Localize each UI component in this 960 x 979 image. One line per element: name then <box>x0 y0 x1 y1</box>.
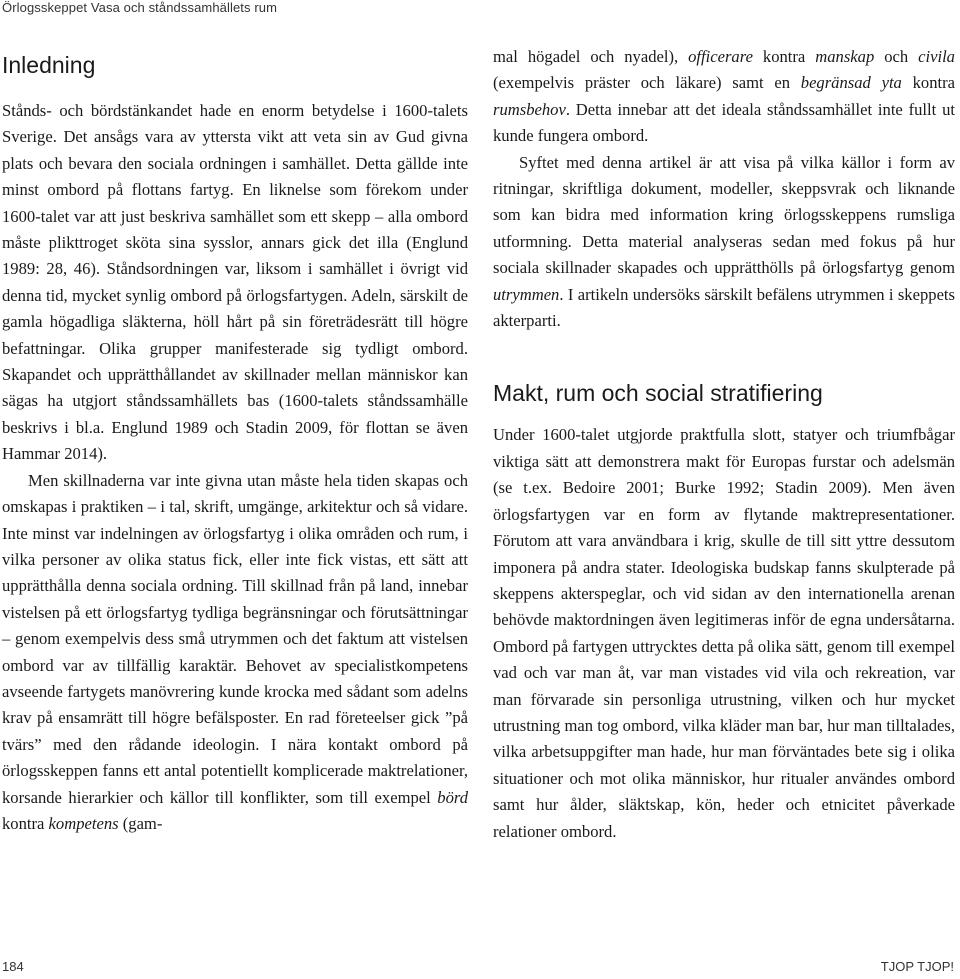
right-column <box>493 44 955 845</box>
section-heading-inledning: Inledning <box>2 52 96 78</box>
paragraph: Syftet med denna artikel är att visa på vilka källor i form av ritningar, skriftliga dokument, modeller, skeppsvrak och liknande som kan bidra med information kring örlogsskeppens rumsliga utformning. Detta material analyseras sedan med fokus på hur sociala skillnader skapades och upprätthölls på örlogsfartyg genom utrymmen. I artikeln undersöks särskilt befälens utrymmen i skeppets akterparti. <box>493 152 955 331</box>
page-number: 184 <box>2 959 24 974</box>
paragraph: Men skillnaderna var inte givna utan måste hela tiden skapas och omskapas i praktiken – i tal, skrift, umgänge, arkitektur och så vidare. Inte minst var indelningen av örlogsfartyg i olika områden och rum, i vilka personer av olika status fick, eller inte fick vistas, ett sätt att upprätthålla denna sociala ordning. Till skillnad från på land, innebar vistelsen på ett örlogsfartyg tydliga begränsningar och förutsättningar – genom exempelvis dess små utrymmen och det faktum att vistelsen ombord var av tillfällig karaktär. Behovet av specialistkompetens avseende fartygets manövrering kunde krocka med sådant som adelns krav på ensamrätt till högre befälsposter. En rad företeelser gick ”på tvärs” med den rådande ideologin. I nära kontakt ombord på örlogsskeppen fanns ett antal potentiellt komplicerade maktrelationer, korsande hierarkier och källor till konflikter, som till exempel börd kontra kompetens (gam- <box>2 470 468 833</box>
running-head: Örlogsskeppet Vasa och ståndssamhällets rum <box>2 0 278 15</box>
paragraph: Under 1600-talet utgjorde praktfulla slott, statyer och triumfbågar viktiga sätt att demonstrera makt för Europas furstar och adelsmän (se t.ex. Bedoire 2001; Burke 1992; Stadin 2009). Men även örlogsfartygen var en form av flytande maktrepresentationer. Förutom att vara användbara i krig, skulle de till sitt yttre dessutom imponera på andra stater. Ideologiska budskap fanns skulpterade på skeppens akterspeglar, och vid sidan av den internationella arenan behövde maktordningen även legitimeras inför de egna undersåtarna. Ombord på fartygen uttrycktes detta på olika sätt, genom till exempel vad och var man åt, var man vistades vid vila och rekreation, var man förvarade sin personliga utrustning, vilken och hur mycket utrustning man tog ombord, vilka kläder man bar, hur man tilltalades, vilka arbetsuppgifter man hade, hur man förväntades bete sig i olika situationer och mot olika människor, hur ritualer användes ombord samt hur ålder, släktskap, kön, heder och etnicitet påverkade relationer ombord. <box>493 425 955 841</box>
paragraph: Stånds- och bördstänkandet hade en enorm betydelse i 1600-talets Sverige. Det ansågs vara av yttersta vikt att veta sin av Gud givna plats och bevara den sociala ordningen i samhället. Detta gällde inte minst ombord på flottans fartyg. En liknelse som förekom under 1600-talet var att just beskriva samhället som ett skepp – alla ombord måste plikttroget sköta sina sysslor, annars gick det illa (Englund 1989: 28, 46). Ståndsordningen var, liksom i samhället i övrigt vid denna tid, mycket synlig ombord på örlogsfartygen. Adeln, särskilt de gamla högadliga släkterna, höll hårt på sin företrädesrätt till högre befattningar. Olika grupper manifesterade sig tydligt ombord. Skapandet och upprätthållandet av skillnader mellan människor kan sägas ha utgjort ståndssamhällets bas (1600-talets ståndssamhälle beskrivs i bl.a. Englund 1989 och Stadin 2009, för flottan se även Hammar 2014). <box>2 101 468 464</box>
left-column <box>2 40 468 837</box>
section-heading-makt: Makt, rum och social stratifiering <box>493 380 823 407</box>
paragraph: mal högadel och nyadel), officerare kontra manskap och civila (exempelvis präster och läkare) samt en begränsad yta kontra rumsbehov. Detta innebar att det ideala ståndssamhället inte fullt ut kunde fungera ombord. <box>493 47 956 146</box>
journal-name: TJOP TJOP! <box>880 959 954 974</box>
